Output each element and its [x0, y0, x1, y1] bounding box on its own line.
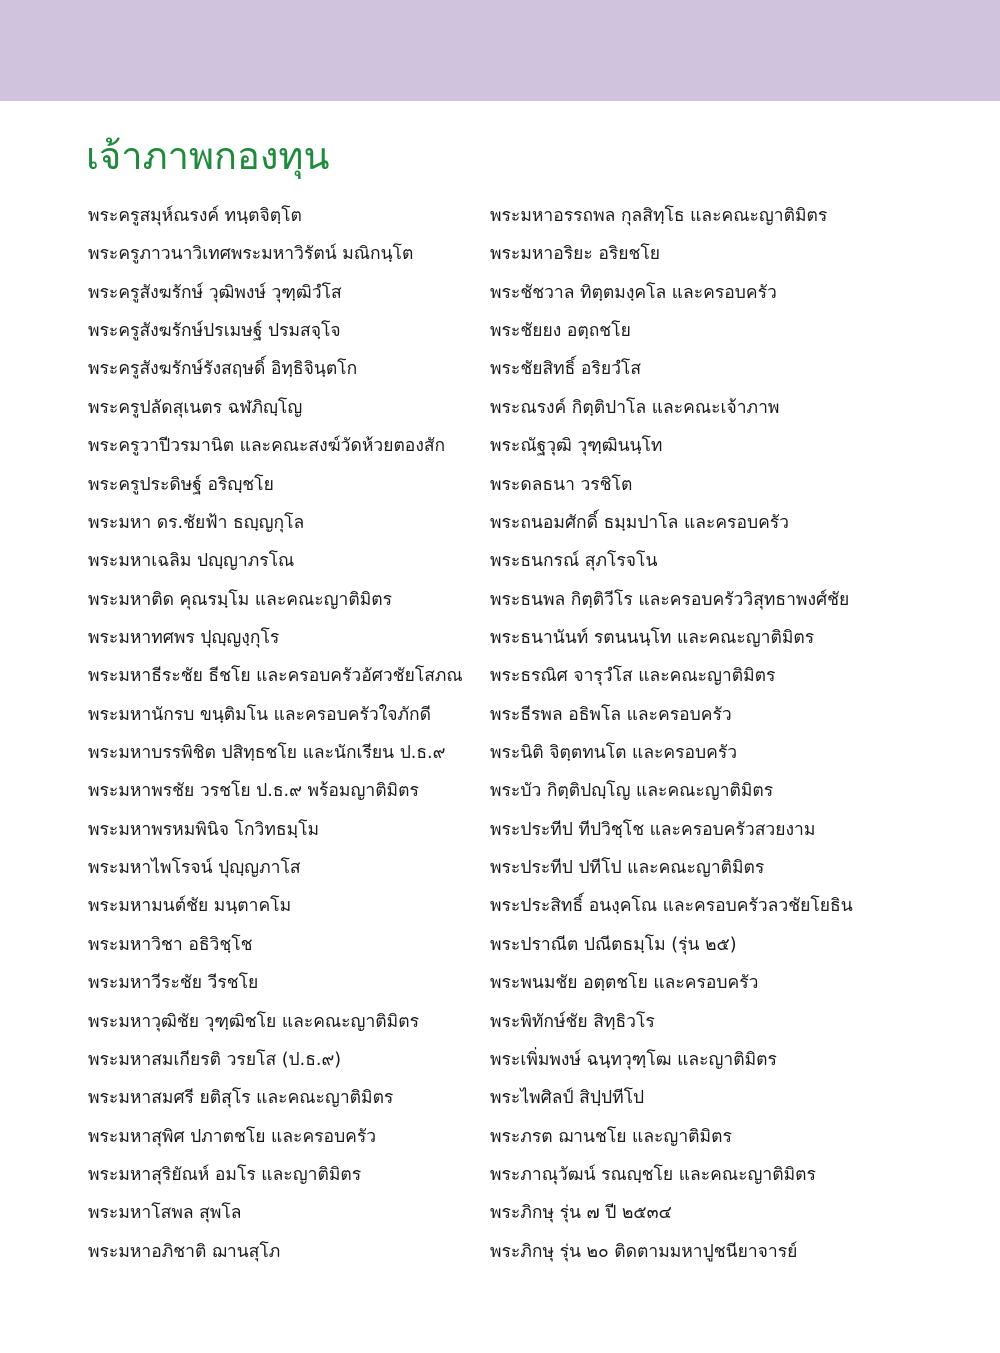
donor-name: พระมหาสมศรี ยติสุโร และคณะญาติมิตร [88, 1088, 394, 1109]
donor-name: พระครูประดิษฐ์ อริญฺชโย [88, 474, 274, 495]
donor-name: พระมหาอรรถพล กุลสิทฺโธ และคณะญาติมิตร [490, 206, 828, 226]
donor-name: พระธรณิศ จารุวํโส และคณะญาติมิตร [490, 666, 776, 687]
donor-name: พระภาณุวัฒน์ รณญฺชโย และคณะญาติมิตร [490, 1164, 816, 1185]
donor-name: พระประทีป ทีปวิชฺโช และครอบครัวสวยงาม [490, 819, 816, 840]
header-band [0, 0, 1000, 101]
donor-name: พระครูภาวนาวิเทศพระมหาวิรัตน์ มณิกนฺโต [88, 244, 414, 265]
donor-name: พระภิกษุ รุ่น ๗ ปี ๒๕๓๔ [490, 1203, 672, 1224]
donor-name: พระมหาพรชัย วรชโย ป.ธ.๙ พร้อมญาติมิตร [88, 781, 419, 802]
donor-name: พระภิกษุ รุ่น ๒๐ ติดตามมหาปูชนียาจารย์ [490, 1241, 798, 1262]
donor-name: พระมหาธีระชัย ธีชโย และครอบครัวอัศวชัยโสภณ [88, 666, 463, 687]
donor-name: พระครูสังฆรักษ์ปรเมษฐ์ ปรมสจฺโจ [88, 321, 341, 342]
donor-name: พระธนกรณ์ สุภโรจโน [490, 551, 658, 572]
donor-name: พระมหาไพโรจน์ ปุญฺญภาโส [88, 858, 301, 879]
donor-name: พระชัชวาล ทิตฺตมงฺคโล และครอบครัว [490, 282, 777, 303]
donor-name: พระครูสมุห์ณรงค์ ทนฺตจิตฺโต [88, 206, 302, 226]
donor-name: พระมหานักรบ ขนฺติมโน และครอบครัวใจภักดี [88, 704, 431, 725]
donor-name: พระธีรพล อธิพโล และครอบครัว [490, 704, 732, 725]
donor-name: พระมหาทศพร ปุญฺญงฺกุโร [88, 627, 280, 648]
donor-name: พระครูปลัดสุเนตร ฉฬภิญฺโญ [88, 397, 303, 418]
donor-name: พระมหามนต์ชัย มนฺตาคโม [88, 896, 292, 917]
donor-name: พระณรงค์ กิตฺติปาโล และคณะเจ้าภาพ [490, 397, 780, 418]
donor-name: พระถนอมศักดิ์ ธมฺมปาโล และครอบครัว [490, 512, 790, 533]
donor-name: พระณัฐวุฒิ วุฑฺฒินนฺโท [490, 436, 663, 457]
donor-name: พระมหาวีระชัย วีรชโย [88, 973, 259, 994]
donor-name: พระปราณีต ปณีตธมฺโม (รุ่น ๒๕) [490, 934, 737, 955]
donor-name: พระมหาสุริยัณห์ อมโร และญาติมิตร [88, 1164, 362, 1185]
donor-name: พระภรต ฌานชโย และญาติมิตร [490, 1126, 732, 1147]
donor-name: พระพิทักษ์ชัย สิทฺธิวโร [490, 1011, 655, 1032]
donor-name: พระครูวาปีวรมานิต และคณะสงฆ์วัดห้วยตองสัก [88, 436, 446, 457]
donor-name: พระธนพล กิตฺติวีโร และครอบครัววิสุทธาพงศ์ชัย [490, 589, 850, 610]
donor-name: พระมหาโสพล สุพโล [88, 1203, 242, 1224]
donor-name: พระเพิ่มพงษ์ ฉนฺทวุฑฺโฒ และญาติมิตร [490, 1049, 777, 1070]
donor-name: พระประทีป ปทีโป และคณะญาติมิตร [490, 858, 765, 879]
donor-name: พระนิติ จิตฺตทนโต และครอบครัว [490, 743, 738, 764]
donor-name: พระชัยสิทธิ์ อริยวํโส [490, 359, 641, 380]
donor-name: พระมหาพรหมพินิจ โกวิทธมฺโม [88, 819, 320, 840]
donor-name: พระมหาสุพิศ ปภาตชโย และครอบครัว [88, 1126, 377, 1147]
donor-name: พระมหาวุฒิชัย วุฑฺฒิชโย และคณะญาติมิตร [88, 1011, 419, 1032]
donor-name: พระดลธนา วรชิโต [490, 474, 633, 495]
donor-name: พระมหาอริยะ อริยชโย [490, 244, 661, 265]
donor-name: พระมหาบรรพิชิต ปสิทฺธชโย และนักเรียน ป.ธ.๙ [88, 743, 446, 764]
donor-name: พระมหาเฉลิม ปญฺญาภรโณ [88, 551, 295, 572]
donor-name: พระมหาติด คุณรมฺโม และคณะญาติมิตร [88, 589, 393, 610]
donor-name: พระมหาวิชา อธิวิชฺโช [88, 934, 253, 955]
donor-list-left [88, 197, 483, 1271]
donor-name: พระชัยยง อตฺถชโย [490, 321, 631, 342]
donor-name: พระธนานันท์ รตนนนฺโท และคณะญาติมิตร [490, 627, 815, 648]
donor-list-right [490, 197, 890, 1271]
donor-name: พระไพศิลป์ สิปฺปทีโป [490, 1088, 645, 1109]
donor-name: พระมหาอภิชาติ ฌานสุโภ [88, 1241, 281, 1262]
donor-name: พระประสิทธิ์ อนงฺคโณ และครอบครัวลวชัยโยธิน [490, 896, 853, 917]
donor-name: พระครูสังฆรักษ์รังสฤษดิ์ อิทฺธิจินฺตโก [88, 359, 358, 380]
donor-name: พระมหาสมเกียรติ วรยโส (ป.ธ.๙) [88, 1049, 342, 1070]
donor-name: พระมหา ดร.ชัยฟ้า ธญฺญกุโล [88, 512, 305, 533]
donor-name: พระพนมชัย อตฺตชโย และครอบครัว [490, 973, 759, 994]
donor-name: พระครูสังฆรักษ์ วุฒิพงษ์ วุฑฺฒิวํโส [88, 282, 342, 303]
page-title: เจ้าภาพกองทุน [86, 134, 330, 178]
donor-name: พระบัว กิตฺติปญฺโญ และคณะญาติมิตร [490, 781, 774, 802]
